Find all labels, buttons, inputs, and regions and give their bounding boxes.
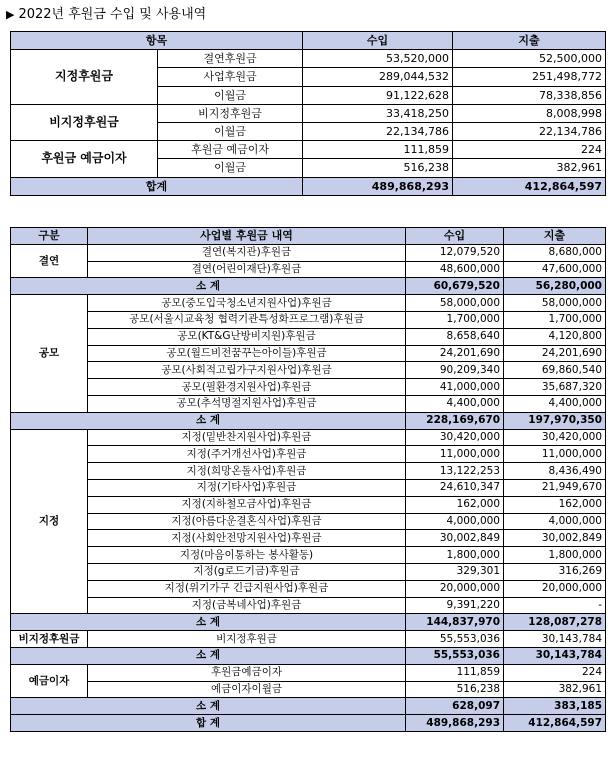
expense-cell: 224 [504,664,606,681]
item-cell: 지정(밑반찬지원사업)후원금 [88,429,406,446]
subtotal-label: 소 계 [11,614,406,631]
table-row [11,631,606,648]
summary-header-row [11,32,606,50]
income-cell: 111,859 [303,141,453,159]
detail-header-row [11,228,606,245]
item-cell: 지정(사회안전망지원사업)후원금 [88,530,406,547]
item-cell: 지정(금복네사업)후원금 [88,597,406,614]
subtotal-row [11,278,606,295]
item-cell: 지정(아름다운결혼식사업)후원금 [88,513,406,530]
detail-total-row [11,715,606,732]
table-row [11,429,606,446]
header-cell: 수입 [406,228,504,245]
table-row [11,479,606,496]
total-label: 합계 [11,177,303,195]
subtotal-row [11,412,606,429]
expense-cell: 162,000 [504,496,606,513]
expense-cell: 21,949,670 [504,479,606,496]
total-label: 합 계 [11,715,406,732]
expense-cell: 69,860,540 [504,362,606,379]
item-cell: 공모(월드비전꿈꾸는아이들)후원금 [88,345,406,362]
table-row [11,328,606,345]
item-cell: 공모(중도입국청소년지원사업)후원금 [88,295,406,312]
table-row [11,141,606,159]
expense-cell: 47,600,000 [504,261,606,278]
expense-cell: 11,000,000 [504,446,606,463]
expense-cell: 1,700,000 [504,311,606,328]
item-cell: 이월금 [158,86,303,104]
subtotal-label: 소 계 [11,698,406,715]
income-cell: 53,520,000 [303,50,453,68]
income-cell: 1,700,000 [406,311,504,328]
item-cell: 결연(어린이재단)후원금 [88,261,406,278]
income-cell: 9,391,220 [406,597,504,614]
total-expense: 412,864,597 [504,715,606,732]
expense-cell: 78,338,856 [453,86,606,104]
item-cell: 지정(g로드기금)후원금 [88,563,406,580]
expense-cell: 224 [453,141,606,159]
income-cell: 1,800,000 [406,547,504,564]
expense-cell: 52,500,000 [453,50,606,68]
item-cell: 비지정후원금 [88,631,406,648]
expense-cell: 22,134,786 [453,122,606,140]
item-cell: 후원금예금이자 [88,664,406,681]
expense-cell: 30,420,000 [504,429,606,446]
subtotal-income: 228,169,670 [406,412,504,429]
group-label: 지정후원금 [11,50,158,105]
table-row [11,50,606,68]
item-cell: 공모(KT&G난방비지원)후원금 [88,328,406,345]
table-row [11,379,606,396]
expense-cell: - [504,597,606,614]
table-row [11,295,606,312]
income-cell: 516,238 [406,681,504,698]
group-label: 후원금 예금이자 [11,141,158,177]
subtotal-expense: 56,280,000 [504,278,606,295]
item-cell: 지정(주거개선사업)후원금 [88,446,406,463]
item-cell: 이월금 [158,122,303,140]
table-row [11,261,606,278]
expense-cell: 382,961 [504,681,606,698]
item-cell: 비지정후원금 [158,104,303,122]
expense-cell: 1,800,000 [504,547,606,564]
header-expense: 지출 [453,32,606,50]
summary-table [10,31,606,196]
table-row [11,345,606,362]
group-label: 예금이자 [11,664,88,698]
detail-table [10,227,606,732]
income-cell: 329,301 [406,563,504,580]
expense-cell: 30,143,784 [504,631,606,648]
income-cell: 41,000,000 [406,379,504,396]
income-cell: 90,209,340 [406,362,504,379]
expense-cell: 4,120,800 [504,328,606,345]
group-label: 비지정후원금 [11,631,88,648]
table-row [11,463,606,480]
subtotal-label: 소 계 [11,412,406,429]
income-cell: 13,122,253 [406,463,504,480]
income-cell: 91,122,628 [303,86,453,104]
item-cell: 결연후원금 [158,50,303,68]
item-cell: 사업후원금 [158,68,303,86]
subtotal-label: 소 계 [11,278,406,295]
expense-cell: 8,436,490 [504,463,606,480]
income-cell: 30,002,849 [406,530,504,547]
table-row [11,513,606,530]
expense-cell: 30,002,849 [504,530,606,547]
table-row [11,311,606,328]
item-cell: 공모(필환경지원사업)후원금 [88,379,406,396]
header-cell: 구분 [11,228,88,245]
table-row [11,446,606,463]
subtotal-expense: 197,970,350 [504,412,606,429]
table-row [11,597,606,614]
total-expense: 412,864,597 [453,177,606,195]
item-cell: 지정(기타사업)후원금 [88,479,406,496]
item-cell: 공모(서울시교육청 협력기관특성화프로그램)후원금 [88,311,406,328]
expense-cell: 58,000,000 [504,295,606,312]
expense-cell: 251,498,772 [453,68,606,86]
expense-cell: 35,687,320 [504,379,606,396]
title-text: 2022년 후원금 수입 및 사용내역 [18,7,207,22]
item-cell: 후원금 예금이자 [158,141,303,159]
income-cell: 289,044,532 [303,68,453,86]
group-label: 지정 [11,429,88,614]
income-cell: 30,420,000 [406,429,504,446]
income-cell: 4,000,000 [406,513,504,530]
income-cell: 8,658,640 [406,328,504,345]
income-cell: 516,238 [303,159,453,177]
total-income: 489,868,293 [406,715,504,732]
table-row [11,244,606,261]
table-row [11,496,606,513]
subtotal-label: 소 계 [11,647,406,664]
table-row [11,395,606,412]
expense-cell: 24,201,690 [504,345,606,362]
table-row [11,530,606,547]
group-label: 비지정후원금 [11,104,158,140]
income-cell: 20,000,000 [406,580,504,597]
subtotal-expense: 383,185 [504,698,606,715]
table-row [11,664,606,681]
income-cell: 24,201,690 [406,345,504,362]
header-income: 수입 [303,32,453,50]
item-cell: 지정(위기가구 긴급지원사업)후원금 [88,580,406,597]
income-cell: 11,000,000 [406,446,504,463]
table-row [11,681,606,698]
triangle-right-icon: ▶ [6,8,15,21]
income-cell: 162,000 [406,496,504,513]
item-cell: 공모(추석명절지원사업)후원금 [88,395,406,412]
expense-cell: 20,000,000 [504,580,606,597]
table-row [11,580,606,597]
subtotal-row [11,614,606,631]
subtotal-expense: 128,087,278 [504,614,606,631]
table-row [11,563,606,580]
income-cell: 48,600,000 [406,261,504,278]
table-row [11,547,606,564]
summary-total-row [11,177,606,195]
subtotal-row [11,698,606,715]
income-cell: 24,610,347 [406,479,504,496]
header-item: 항목 [11,32,303,50]
header-cell: 지출 [504,228,606,245]
subtotal-expense: 30,143,784 [504,647,606,664]
table-row [11,104,606,122]
income-cell: 58,000,000 [406,295,504,312]
income-cell: 22,134,786 [303,122,453,140]
expense-cell: 8,008,998 [453,104,606,122]
income-cell: 12,079,520 [406,244,504,261]
item-cell: 예금이자이월금 [88,681,406,698]
subtotal-income: 628,097 [406,698,504,715]
income-cell: 55,553,036 [406,631,504,648]
item-cell: 공모(사회적고립가구지원사업)후원금 [88,362,406,379]
expense-cell: 316,269 [504,563,606,580]
page-title [6,4,206,26]
income-cell: 4,400,000 [406,395,504,412]
header-cell: 사업별 후원금 내역 [88,228,406,245]
income-cell: 33,418,250 [303,104,453,122]
item-cell: 지정(마음이통하는 봉사활동) [88,547,406,564]
expense-cell: 4,400,000 [504,395,606,412]
expense-cell: 382,961 [453,159,606,177]
item-cell: 이월금 [158,159,303,177]
total-income: 489,868,293 [303,177,453,195]
subtotal-income: 55,553,036 [406,647,504,664]
item-cell: 지정(지하철모금사업)후원금 [88,496,406,513]
expense-cell: 8,680,000 [504,244,606,261]
subtotal-income: 60,679,520 [406,278,504,295]
group-label: 결연 [11,244,88,278]
item-cell: 결연(복지관)후원금 [88,244,406,261]
item-cell: 지정(희망온돌사업)후원금 [88,463,406,480]
income-cell: 111,859 [406,664,504,681]
subtotal-income: 144,837,970 [406,614,504,631]
expense-cell: 4,000,000 [504,513,606,530]
subtotal-row [11,647,606,664]
group-label: 공모 [11,295,88,413]
table-row [11,362,606,379]
